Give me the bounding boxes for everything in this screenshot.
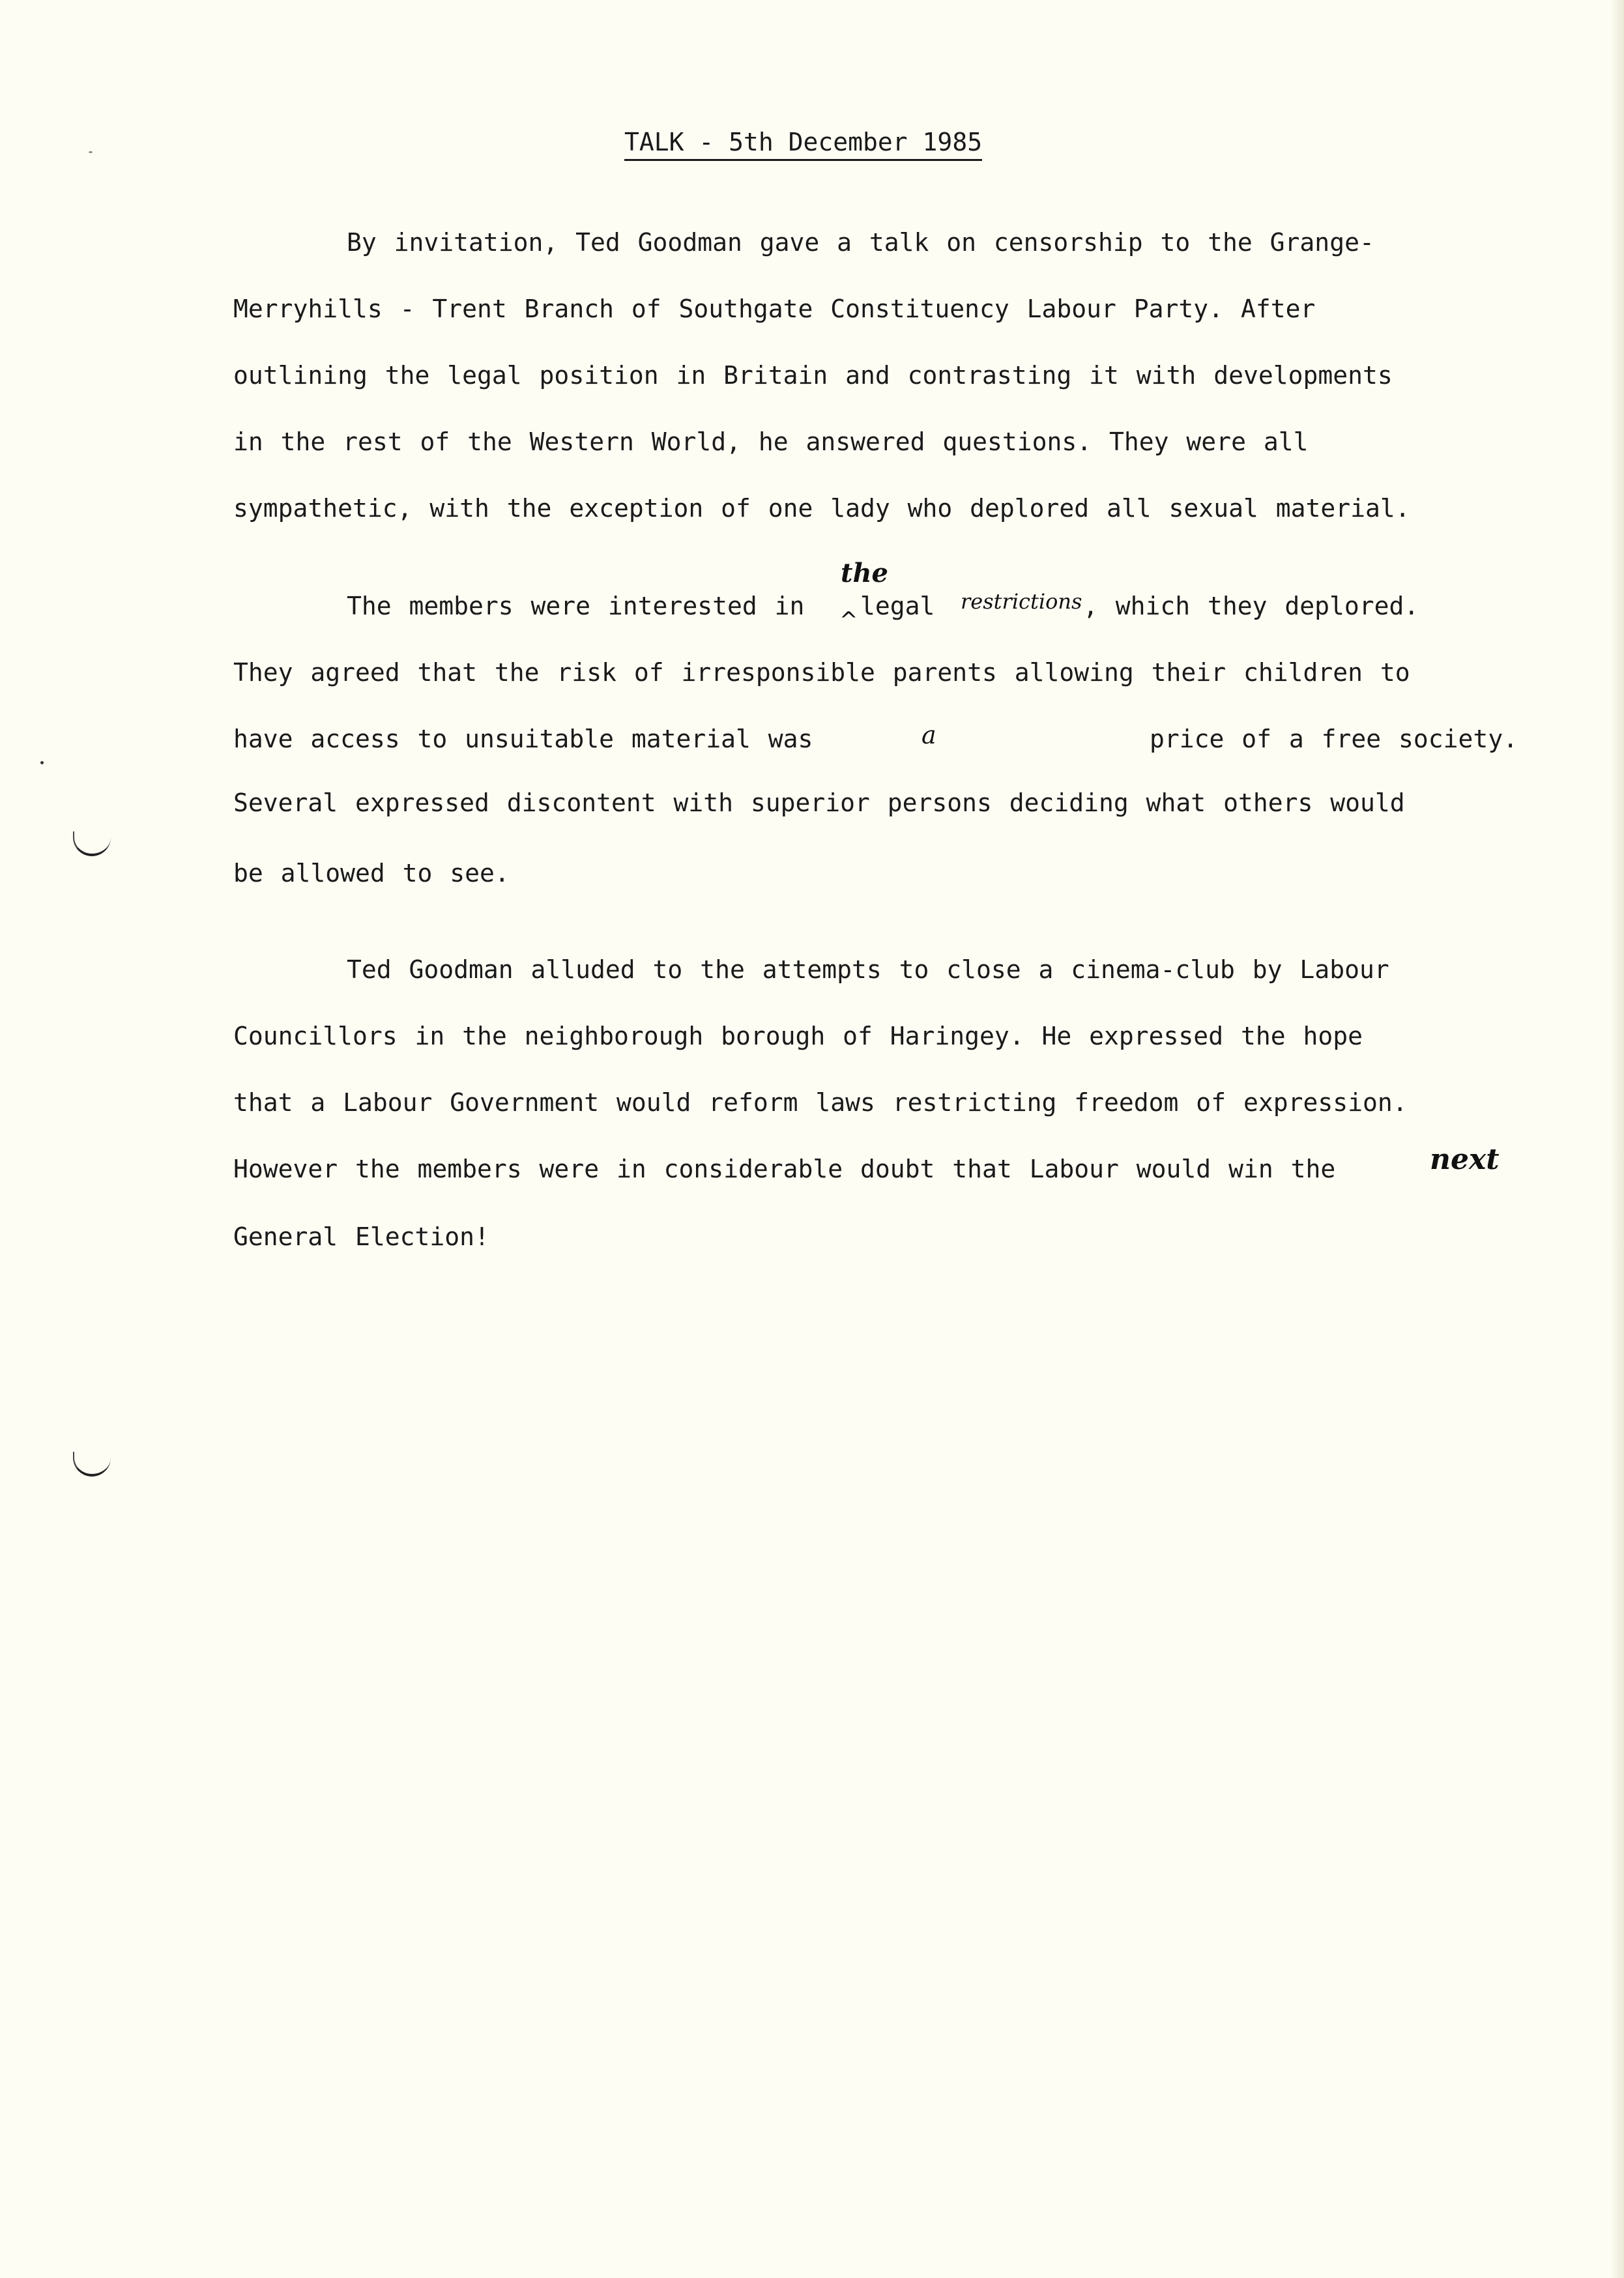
paragraph-1-line-3: outlining the legal position in Britain and contrasting it with developments bbox=[233, 361, 1393, 390]
paragraph-1-line-5: sympathetic, with the exception of one lady who deplored all sexual material. bbox=[233, 494, 1410, 523]
paragraph-2-line-2: They agreed that the risk of irresponsible parents allowing their children to bbox=[233, 658, 1410, 687]
paragraph-2-line-3-start: have access to unsuitable material was bbox=[233, 725, 813, 753]
paragraph-2-line-3-end: price of a free society. bbox=[1150, 725, 1518, 753]
paragraph-2-line-1-mid: legal bbox=[860, 592, 935, 620]
paragraph-3-line-5: General Election! bbox=[233, 1222, 489, 1251]
paragraph-3-line-3: that a Labour Government would reform laws restricting freedom of expression. bbox=[233, 1088, 1408, 1117]
handwritten-insert-the: the bbox=[841, 558, 889, 588]
handwritten-insert-a: a bbox=[921, 721, 936, 749]
paragraph-2-line-1-start: The members were interested in bbox=[347, 592, 805, 620]
punch-hole-lower bbox=[73, 1452, 111, 1477]
ink-speck bbox=[89, 151, 93, 153]
paragraph-3-line-2: Councillors in the neighborough borough of Haringey. He expressed the hope bbox=[233, 1022, 1363, 1050]
ink-speck bbox=[40, 761, 44, 764]
paragraph-2-line-5: be allowed to see. bbox=[233, 859, 510, 887]
handwritten-insert-next: next bbox=[1430, 1143, 1500, 1176]
page-edge-shadow bbox=[1610, 0, 1624, 2278]
paragraph-1-line-1: By invitation, Ted Goodman gave a talk on censorship to the Grange- bbox=[347, 228, 1374, 257]
paragraph-2-line-4: Several expressed discontent with superior persons deciding what others would bbox=[233, 788, 1405, 817]
paragraph-1-line-2: Merryhills - Trent Branch of Southgate Constituency Labour Party. After bbox=[233, 295, 1316, 323]
handwritten-insert-restrictions: restrictions bbox=[961, 589, 1082, 614]
paragraph-1-line-4: in the rest of the Western World, he answered questions. They were all bbox=[233, 427, 1309, 456]
paragraph-2-line-1-end: , which they deplored. bbox=[1083, 592, 1419, 620]
paragraph-3-line-4: However the members were in considerable doubt that Labour would win the bbox=[233, 1155, 1336, 1183]
caret-mark: ^ bbox=[839, 607, 858, 633]
punch-hole-upper bbox=[73, 831, 111, 856]
paragraph-3-line-1: Ted Goodman alluded to the attempts to close a cinema-club by Labour bbox=[347, 955, 1389, 984]
document-title: TALK - 5th December 1985 bbox=[624, 126, 982, 161]
